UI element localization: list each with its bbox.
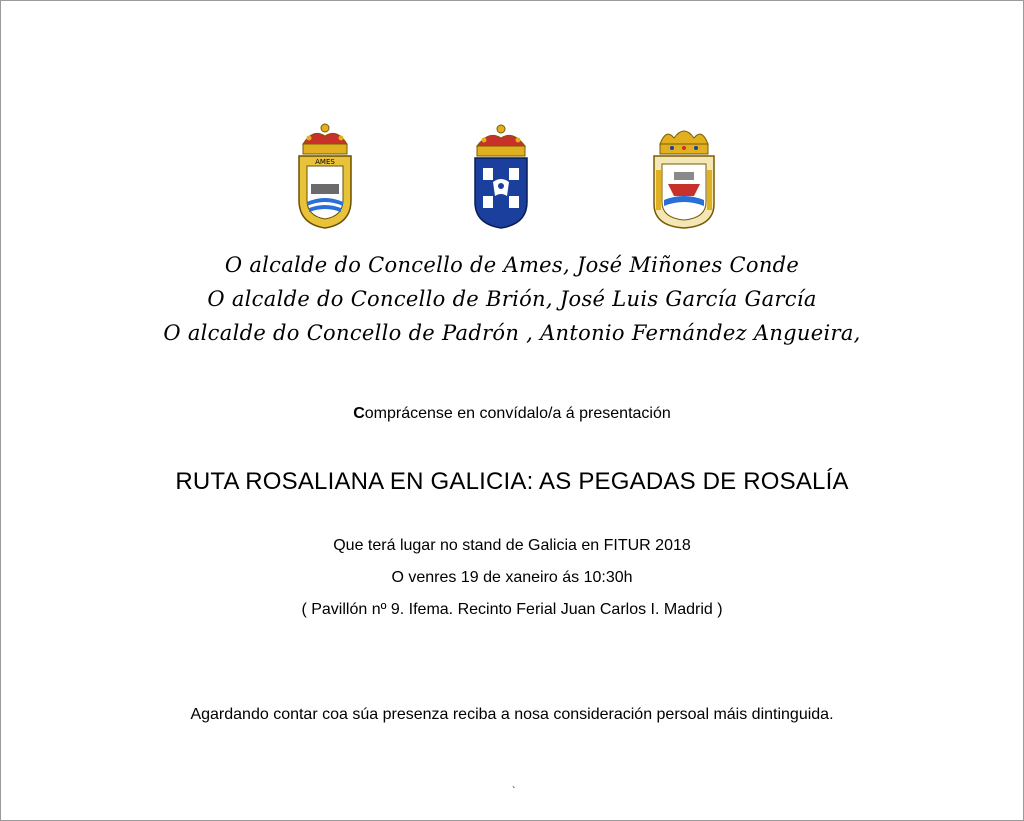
event-title: RUTA ROSALIANA EN GALICIA: AS PEGADAS DE ROSALÍA <box>175 468 849 495</box>
mayor-padron-line: O alcalde do Concello de Padrón , Antonio Fernández Angueira, <box>163 321 861 345</box>
ames-crest-label: AMES <box>315 158 335 166</box>
ames-coat-of-arms <box>293 122 357 230</box>
invitation-text <box>0 405 1024 423</box>
padron-coat-of-arms <box>652 122 716 230</box>
mayor-brion-line: O alcalde do Concello de Brión, José Luis García García <box>207 287 817 311</box>
mayor-ames-line: O alcalde do Concello de Ames, José Miñones Conde <box>224 253 800 277</box>
footer-mark: ` <box>512 786 516 797</box>
brion-coat-of-arms <box>469 122 533 230</box>
coat-of-arms-row <box>0 122 1024 234</box>
invitation-rest: omprácense en convídalo/a á presentación <box>364 405 671 422</box>
event-venue: Que terá lugar no stand de Galicia en FITUR 2018 <box>333 537 691 554</box>
closing-text: Agardando contar coa súa presenza reciba a nosa consideración persoal máis dintinguida. <box>190 706 834 723</box>
invitation-first-letter: C <box>353 405 365 422</box>
event-location: ( Pavillón nº 9. Ifema. Recinto Ferial Juan Carlos I. Madrid ) <box>301 601 723 618</box>
event-date: O venres 19 de xaneiro ás 10:30h <box>391 569 633 586</box>
